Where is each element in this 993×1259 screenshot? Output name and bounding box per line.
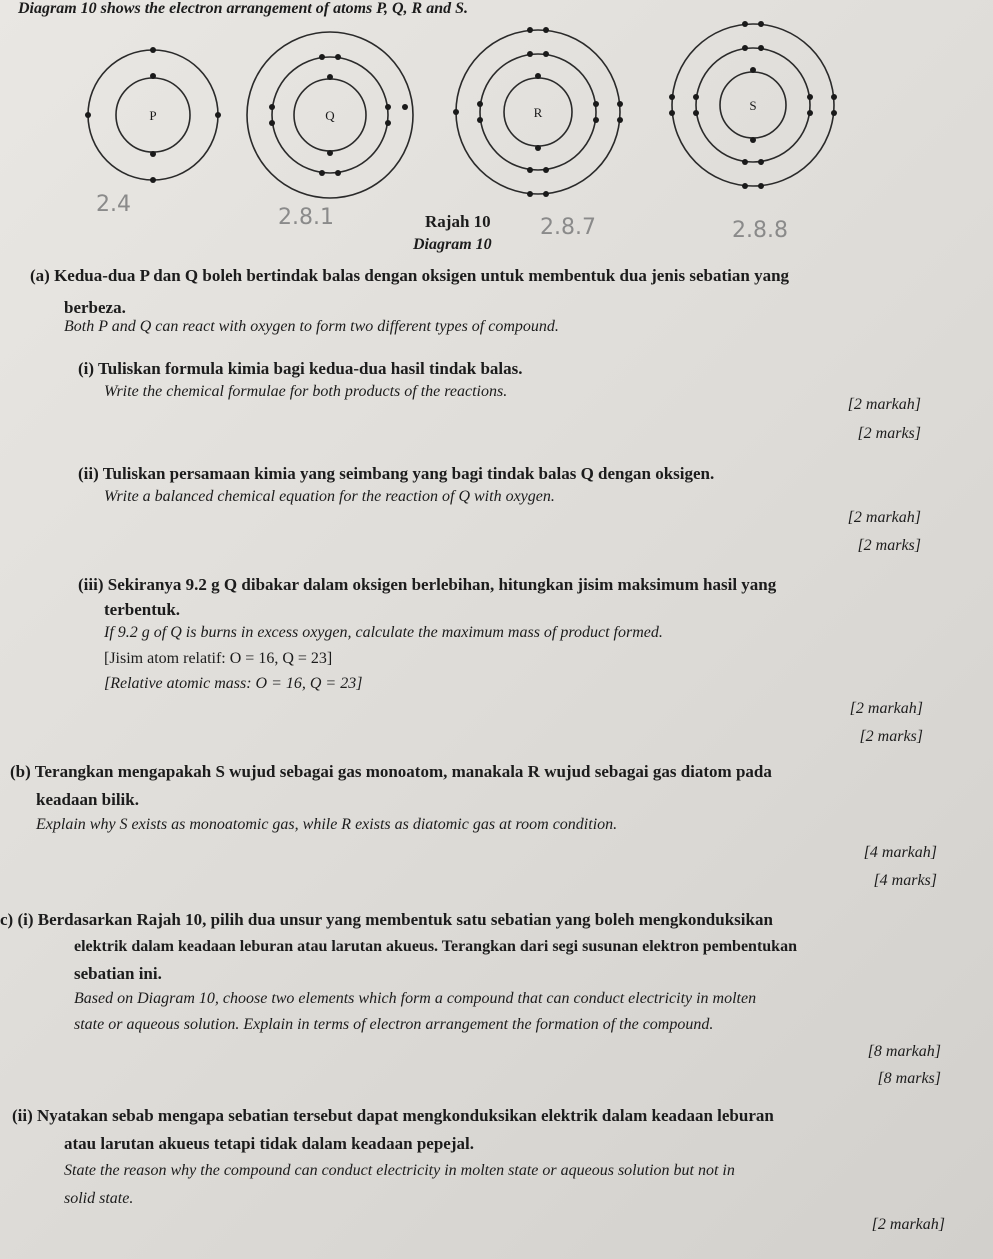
qc-i-ms-2: elektrik dalam keadaan leburan atau larutan akueus. Terangkan dari segi susunan elektron pembentukan	[74, 938, 797, 955]
atom-q-label: Q	[325, 108, 335, 123]
qa-iii-ram-ms: [Jisim atom relatif: O = 16, Q = 23]	[104, 650, 333, 667]
qa-i-ms: (i) Tuliskan formula kimia bagi kedua-dua hasil tindak balas.	[78, 359, 523, 378]
qa-ii-ms: (ii) Tuliskan persamaan kimia yang seimbang yang bagi tindak balas Q dengan oksigen.	[78, 464, 715, 483]
qa-stem-en: Both P and Q can react with oxygen to form two different types of compound.	[64, 318, 559, 335]
handwritten-p-config: 2.4	[96, 192, 131, 217]
atom-r-label: R	[533, 105, 543, 120]
qa-iii-ms-1: (iii) Sekiranya 9.2 g Q dibakar dalam oksigen berlebihan, hitungkan jisim maksimum hasil yang	[78, 575, 777, 594]
qa-i-en: Write the chemical formulae for both products of the reactions.	[104, 383, 508, 400]
qb-en: Explain why S exists as monoatomic gas, while R exists as diatomic gas at room condition.	[36, 816, 618, 833]
qc-ii-en-2: solid state.	[64, 1190, 134, 1207]
qa-i-mark-en: [2 marks]	[857, 425, 921, 442]
qb-mark-en: [4 marks]	[873, 872, 937, 889]
qb-mark-ms: [4 markah]	[863, 844, 937, 861]
qa-iii-mark-en: [2 marks]	[859, 728, 923, 745]
qc-i-ms-1: c) (i) Berdasarkan Rajah 10, pilih dua unsur yang membentuk satu sebatian yang boleh mengkonduksikan	[0, 910, 773, 929]
qc-i-en-1: Based on Diagram 10, choose two elements which form a compound that can conduct electricity in molten	[74, 990, 757, 1007]
qc-ii-mark-ms: [2 markah]	[871, 1216, 945, 1233]
qc-i-en-2: state or aqueous solution. Explain in terms of electron arrangement the formation of the compound.	[74, 1016, 714, 1033]
qa-iii-en: If 9.2 g of Q is burns in excess oxygen, calculate the maximum mass of product formed.	[104, 624, 663, 641]
handwritten-q-config: 2.8.1	[278, 205, 334, 230]
intro-text: Diagram 10 shows the electron arrangement of atoms P, Q, R and S.	[18, 0, 468, 17]
qc-i-ms-3: sebatian ini.	[74, 964, 162, 983]
qa-iii-mark-ms: [2 markah]	[849, 700, 923, 717]
qa-i-mark-ms: [2 markah]	[847, 396, 921, 413]
qc-ii-ms-2: atau larutan akueus tetapi tidak dalam keadaan pepejal.	[64, 1134, 474, 1153]
qc-ii-en-1: State the reason why the compound can conduct electricity in molten state or aqueous solution but not in	[64, 1162, 735, 1179]
qa-ii-mark-ms: [2 markah]	[847, 509, 921, 526]
qa-iii-ram-en: [Relative atomic mass: O = 16, Q = 23]	[104, 675, 363, 692]
qa-stem-ms-2: berbeza.	[64, 298, 126, 317]
qc-i-mark-en: [8 marks]	[877, 1070, 941, 1087]
handwritten-r-config: 2.8.7	[540, 215, 596, 240]
qb-ms-2: keadaan bilik.	[36, 790, 139, 809]
qa-ii-mark-en: [2 marks]	[857, 537, 921, 554]
handwritten-s-config: 2.8.8	[732, 218, 788, 243]
atom-s-label: S	[749, 98, 757, 113]
qa-ii-en: Write a balanced chemical equation for the reaction of Q with oxygen.	[104, 488, 555, 505]
qc-ii-ms-1: (ii) Nyatakan sebab mengapa sebatian tersebut dapat mengkonduksikan elektrik dalam keadaan leburan	[12, 1106, 774, 1125]
caption-english: Diagram 10	[413, 236, 492, 253]
electron-arrangement-diagram	[0, 0, 993, 220]
qa-iii-ms-2: terbentuk.	[104, 600, 181, 619]
qc-i-mark-ms: [8 markah]	[867, 1043, 941, 1060]
atom-p-label: P	[149, 108, 157, 123]
qa-stem-ms-1: (a) Kedua-dua P dan Q boleh bertindak balas dengan oksigen untuk membentuk dua jenis sebatian yang	[30, 266, 790, 285]
qb-ms-1: (b) Terangkan mengapakah S wujud sebagai gas monoatom, manakala R wujud sebagai gas diatom pada	[10, 762, 772, 781]
caption-malay: Rajah 10	[425, 212, 491, 231]
